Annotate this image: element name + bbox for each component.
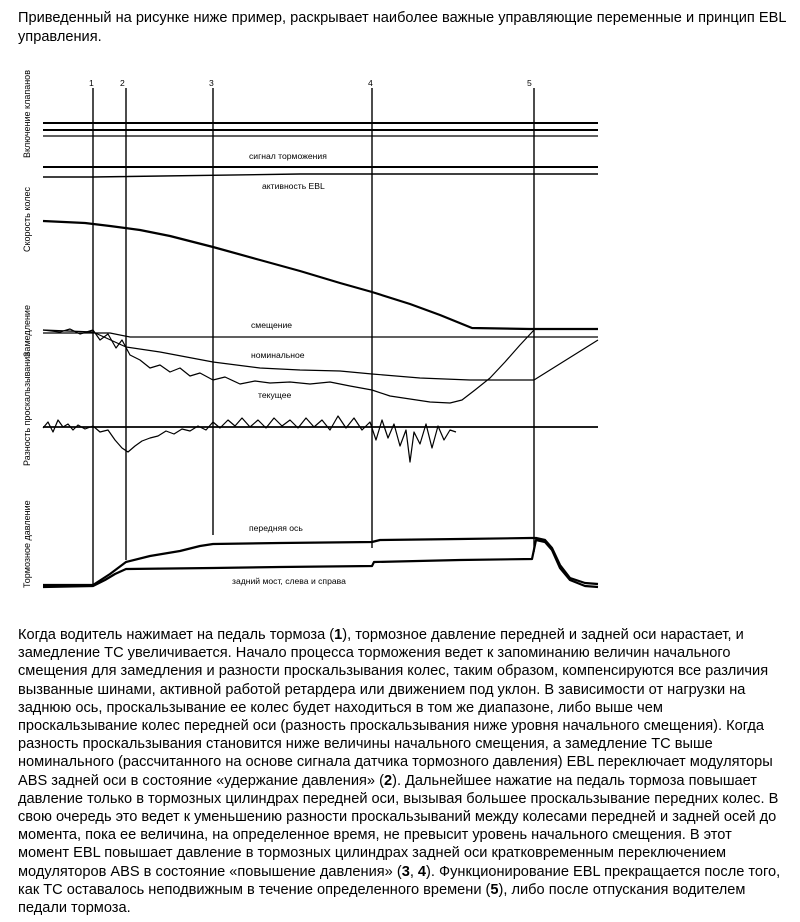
explanation-text-1: Когда водитель нажимает на педаль тормоза ( — [18, 627, 335, 643]
offset-label: смещение — [251, 320, 293, 330]
marker-label-2: 2 — [120, 78, 125, 88]
marker-label-5: 5 — [527, 78, 532, 88]
brake-signal-label: сигнал торможения — [249, 151, 327, 161]
valves-axis-label: Включение клапанов — [22, 70, 32, 158]
explanation-text-6: ), либо после отпускания водителем педали тормоза. — [18, 881, 746, 917]
event-ref-2: 2 — [383, 772, 393, 789]
current-label: текущее — [258, 390, 292, 400]
ebl-timing-diagram — [0, 70, 800, 600]
explanation-text-2: ), тормозное давление передней и задней оси нарастает, и замедление ТС увеличивается. Начало процесса торможения ведет к запоминанию величин начального смещения для замедления и разности проскальзывания колес, таким образом, компенсируются все различия вызванные шинами, активной работой ретардера или движением под уклон. В зависимости от нагрузки на заднюю ось, проскальзывание ее колес будет находиться в том же диапазоне, либо выше чем проскальзывание колес передней оси (разность проскальзывания ниже уровня начального смещения). Когда разность проскальзывания становится ниже величины начального смещения, а замедление ТС выше номинального (рассчитанного на основе сигнала датчика тормозного давления) EBL переключает модуляторы ABS задней оси в состояние «удержание давления» ( — [18, 627, 773, 789]
explanation-text-4: , — [409, 863, 418, 880]
intro-paragraph: Приведенный на рисунке ниже пример, раскрывает наиболее важные управляющие переменные и принцип EBL управления. — [18, 10, 786, 45]
rear-axle-label: задний мост, слева и справа — [232, 576, 346, 586]
explanation-text-5: ). Функционирование EBL прекращается после того, как ТС оставалось неподвижным в течение определенного времени ( — [18, 863, 781, 898]
explanation-paragraph — [18, 626, 786, 917]
front-axle-label: передняя ось — [249, 523, 303, 533]
ebl-activity-label: активность EBL — [262, 181, 325, 191]
wheel-speed-axis-label: Скорость колес — [22, 187, 32, 252]
slip-difference-axis-label: Разность проскальзывания — [22, 351, 32, 466]
slip-difference-curve — [43, 416, 456, 462]
event-ref-5: 5 — [490, 881, 499, 898]
event-ref-4: 4 — [417, 863, 427, 880]
deceleration-axis-label: Замедление — [22, 305, 32, 357]
marker-label-4: 4 — [368, 78, 373, 88]
brake-pressure-axis-label: Тормозное давление — [22, 500, 32, 588]
marker-label-3: 3 — [209, 78, 214, 88]
marker-label-1: 1 — [89, 78, 94, 88]
nominal-label: номинальное — [251, 350, 305, 360]
explanation-text-3: ). Дальнейшее нажатие на педаль тормоза повышает давление только в тормозных цилиндрах передней оси, вызывая большее проскальзывание передних колес. В свою очередь это ведет к уменьшению разности проскальзываний между колесами передней и задней осей до момента, пока ее величина, на определенное время, не превысит уровень начального смещения. В этот момент EBL повышает давление в тормозных цилиндрах задней оси кратковременным переключением модуляторов ABS в состояние «повышение давления» ( — [18, 772, 779, 880]
event-ref-3: 3 — [401, 863, 410, 880]
event-ref-1: 1 — [334, 627, 343, 643]
